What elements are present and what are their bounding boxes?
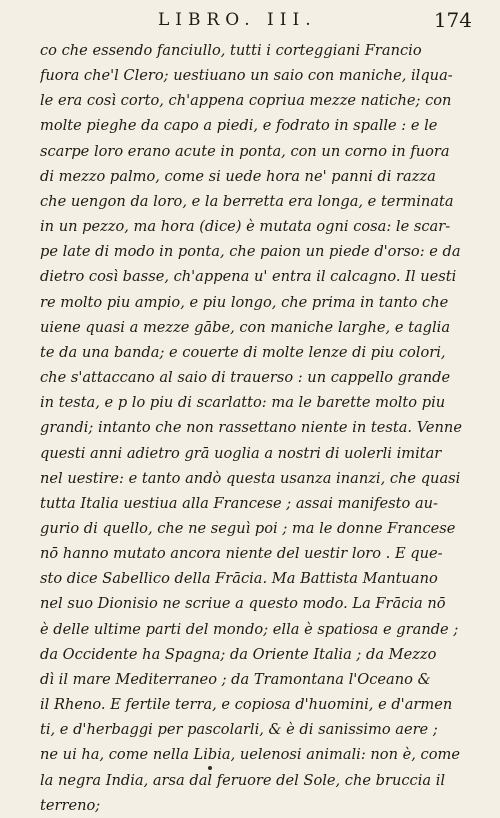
text-line: da Occidente ha Spagna; da Oriente Italia ; da Mezzo [40, 645, 437, 663]
text-line: dì il mare Mediterraneo ; da Tramontana l'Oceano & [40, 670, 431, 688]
text-line: uiene quasi a mezze gābe, con maniche larghe, e taglia [40, 318, 451, 336]
text-line: co che essendo fanciullo, tutti i corteggiani Francio [40, 42, 422, 59]
page-number: 174 [433, 8, 472, 32]
text-line: che uengon da loro, e la berretta era longa, e terminata [40, 192, 454, 210]
text-line: nel suo Dionisio ne scriue a questo modo. La Frācia nō [40, 595, 446, 613]
text-line: la negra India, arsa dal feruore del Sole, che brucciа il [40, 771, 446, 789]
text-line: re molto piu ampio, e piu longo, che prima in tanto che [40, 293, 449, 311]
text-line: sto dice Sabellico della Frācia. Ma Battista Mantuano [40, 570, 438, 588]
text-line: terreno; [40, 796, 101, 814]
page-header [40, 6, 472, 36]
text-line: è delle ultime parti del mondo; ella è spatiosa e grande ; [40, 620, 459, 638]
text-line: te da una banda; e couerte di molte lenze di piu colori, [40, 343, 446, 361]
text-line: ti, e d'herbaggi per pascolarli, & è di sanissimo aere ; [40, 721, 438, 739]
text-line: che s'attaccano al saio di trauerso : un cappello grande [40, 369, 451, 387]
text-line: di mezzo palmo, come si uede hora ne' panni di razza [40, 167, 436, 185]
text-line: tutta Italia uestiua alla Francese ; assai manifesto au- [40, 494, 438, 512]
text-line: il Rheno. E fertile terra, e copiosa d'huomini, e d'armen [40, 696, 453, 714]
text-line: gurio di quello, che ne seguì poi ; ma le donne Francese [40, 519, 456, 537]
text-line: in testa, e p lo piu di scarlatto: ma le barette molto piu [40, 394, 446, 412]
text-line: pe late di modo in ponta, che paion un piede d'orso: e da [40, 243, 461, 261]
body-text [40, 38, 478, 818]
text-line: fuora che'l Clero; uestiuano un saio con maniche, ilqua- [40, 67, 453, 85]
text-line: ne ui ha, come nella Libia, uelenosi animali: non è, come [40, 746, 460, 764]
text-line: dietro così basse, ch'appena u' entra il calcagno. Il uesti [40, 268, 457, 286]
text-line: le era così corto, ch'appena copriua mezze natiche; con [40, 92, 452, 110]
text-line: molte pieghe da capo a piedi, e fodrato in spalle : e le [40, 117, 438, 135]
text-line: in un pezzo, ma hora (dice) è mutata ogni cosa: le scar- [40, 218, 451, 236]
text-line: nō hanno mutato ancora niente del uestir loro . E que- [40, 545, 443, 563]
text-line: questi anni adietro grā uoglia a nostri di uolerli imitar [40, 444, 442, 462]
text-line: grandi; intanto che non rassettano niente in testa. Venne [40, 419, 462, 437]
running-head: LIBRO. III. [158, 10, 317, 30]
ink-dot [208, 766, 212, 770]
text-line: scarpe loro erano acute in ponta, con un corno in fuora [40, 142, 450, 160]
text-line: nel uestire: e tanto andò questa usanza inanzi, che quasi [40, 469, 461, 487]
